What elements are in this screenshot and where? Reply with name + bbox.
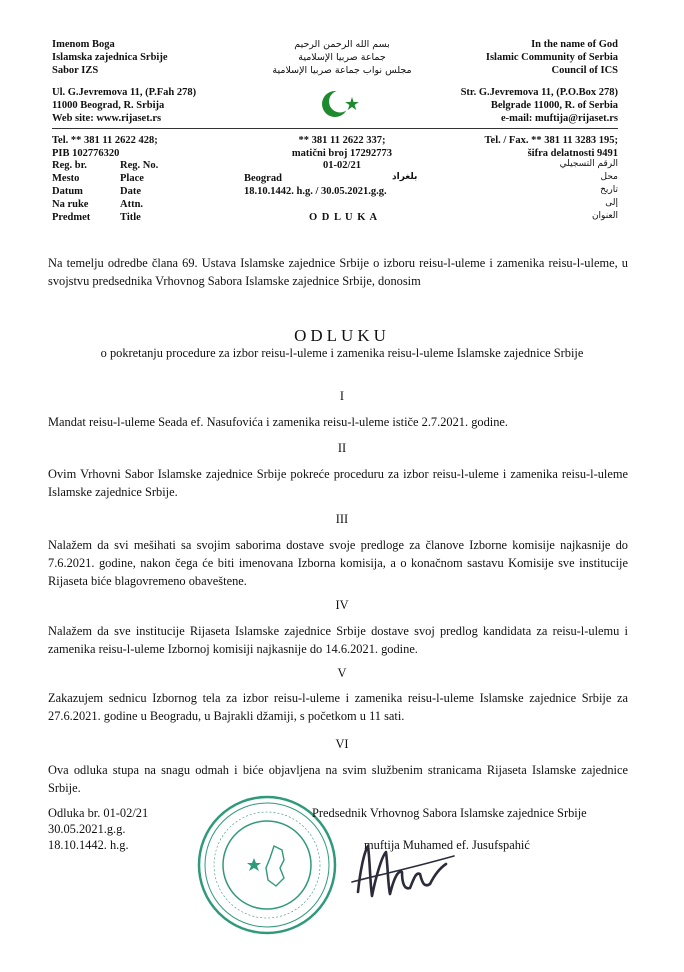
address-line: Ul. G.Jevremova 11, (P.Fah 278) [52, 87, 197, 98]
attn-label-arabic: إلى [605, 198, 618, 208]
title-label: Title [120, 212, 141, 223]
section-text: Zakazujem sednicu Izbornog tela za izbor reisu-l-uleme i zamenika reisu-l-uleme Islamske zajednice Srbije za 27.6.2021. godine u Beogradu, u Bajrakli džamiji, s početkom u 11 sati. [48, 691, 628, 723]
address-line: Str. G.Jevremova 11, (P.O.Box 278) [460, 87, 618, 98]
footer-date-gregorian: 30.05.2021.g.g. [48, 822, 126, 836]
reg-br-label: Reg. br. [52, 160, 87, 171]
header-line: Sabor IZS [52, 65, 99, 76]
decision-reference: Odluka br. 01-02/21 [48, 806, 149, 820]
section-number: I [339, 389, 345, 403]
section-text: Nalažem da svi mešihati sa svojim saborima dostave svoje predloge za članove Izborne komisije najkasnije do 7.6.2021. godine, nakon čega će biti imenovana Izborna komisija, a o konačnom sastavu Komisije sve institucije Rijaseta biće blagovremeno obaveštene. [48, 538, 628, 588]
header-line: Islamic Community of Serbia [485, 52, 618, 63]
reg-label-arabic: الرقم التسجيلي [559, 159, 618, 169]
contact-line: matični broj 17292773 [291, 148, 393, 159]
header-line: Council of ICS [551, 65, 618, 76]
header-line: Islamska zajednica Srbije [52, 52, 168, 63]
section-number: III [335, 512, 349, 526]
place-label-arabic: محل [600, 172, 618, 182]
decision-subtitle: o pokretanju procedure za izbor reisu-l-uleme i zamenika reisu-l-uleme Islamske zajednice Srbije [100, 346, 584, 360]
section-text: Ovim Vrhovni Sabor Islamske zajednice Srbije pokreće proceduru za izbor reisu-l-uleme i zamenika reisu-l-uleme Islamske zajednice Srbije. [48, 467, 628, 499]
contacts-left [52, 134, 158, 160]
address-line: Web site: www.rijaset.rs [52, 113, 162, 124]
contacts-right [485, 134, 619, 160]
decision-title: ODLUKU [294, 326, 390, 345]
header-divider [52, 128, 618, 129]
letterhead-left [52, 38, 168, 77]
reg-value: 01-02/21 [323, 160, 361, 171]
attn-label: Attn. [120, 199, 144, 210]
contact-line: PIB 102776320 [52, 148, 120, 159]
mesto-label: Mesto [52, 173, 80, 184]
section-number: II [337, 441, 347, 455]
header-line-arabic: جماعة صربيا الإسلامية [298, 52, 386, 63]
date-label: Date [120, 186, 141, 197]
address-right [461, 86, 618, 125]
title-value: O D L U K A [309, 212, 379, 223]
place-value-arabic: بلغراد [392, 172, 418, 182]
header-line: Imenom Boga [52, 39, 115, 50]
header-line-arabic: مجلس نواب جماعة صربيا الإسلامية [272, 65, 412, 76]
section-text: Mandat reisu-l-uleme Seada ef. Nasufovića i zamenika reisu-l-uleme ističe 2.7.2021. godine. [48, 415, 509, 429]
signer-name: muftija Muhamed ef. Jusufspahić [364, 838, 530, 852]
predmet-label: Predmet [52, 212, 91, 223]
contact-line: šifra delatnosti 9491 [527, 148, 618, 159]
letterhead-right [486, 38, 618, 77]
section-text: Ova odluka stupa na snagu odmah i biće objavljena na svim službenim stranicama Rijaseta Islamske zajednice Srbije. [48, 763, 628, 795]
crescent-star-icon [318, 86, 366, 122]
handwritten-signature [344, 832, 464, 904]
section-text: Nalažem da sve institucije Rijaseta Islamske zajednice Srbije dostave svoj predlog kandidata za reisu-l-ulemu i zamenika reisu-l-uleme Izbornoj komisiji najkasnije do 14.6.2021. godine. [48, 624, 628, 656]
contacts-center [244, 134, 440, 160]
section-number: VI [335, 737, 349, 751]
header-line: In the name of God [531, 39, 618, 50]
letterhead-arabic [244, 38, 440, 77]
date-label-arabic: تاريخ [600, 185, 618, 195]
footer-date-hijri: 18.10.1442. h.g. [48, 838, 129, 852]
contact-line: ** 381 11 2622 337; [298, 135, 386, 146]
contact-line: Tel. / Fax. ** 381 11 3283 195; [484, 135, 618, 146]
title-label-arabic: العنوان [591, 211, 618, 221]
address-left [52, 86, 196, 125]
place-label: Place [120, 173, 144, 184]
place-value: Beograd [244, 173, 282, 184]
address-line: 11000 Beograd, R. Srbija [52, 100, 165, 111]
preamble: Na temelju odredbe člana 69. Ustava Islamske zajednice Srbije o izboru reisu-l-uleme i zamenika reisu-l-uleme, u svojstvu predsednika Vrhovnog Sabora Islamske zajednice Srbije, donosim [48, 256, 628, 288]
signer-title: Predsednik Vrhovnog Sabora Islamske zajednice Srbije [312, 806, 587, 820]
header-line-arabic: بسم الله الرحمن الرحيم [294, 39, 390, 50]
section-number: IV [335, 598, 349, 612]
na-ruke-label: Na ruke [52, 199, 89, 210]
address-line: e-mail: muftija@rijaset.rs [500, 113, 618, 124]
section-number: V [337, 666, 347, 680]
date-value: 18.10.1442. h.g. / 30.05.2021.g.g. [244, 186, 387, 197]
reg-no-label: Reg. No. [120, 160, 159, 171]
address-line: Belgrade 11000, R. of Serbia [490, 100, 618, 111]
contact-line: Tel. ** 381 11 2622 428; [52, 135, 158, 146]
datum-label: Datum [52, 186, 83, 197]
